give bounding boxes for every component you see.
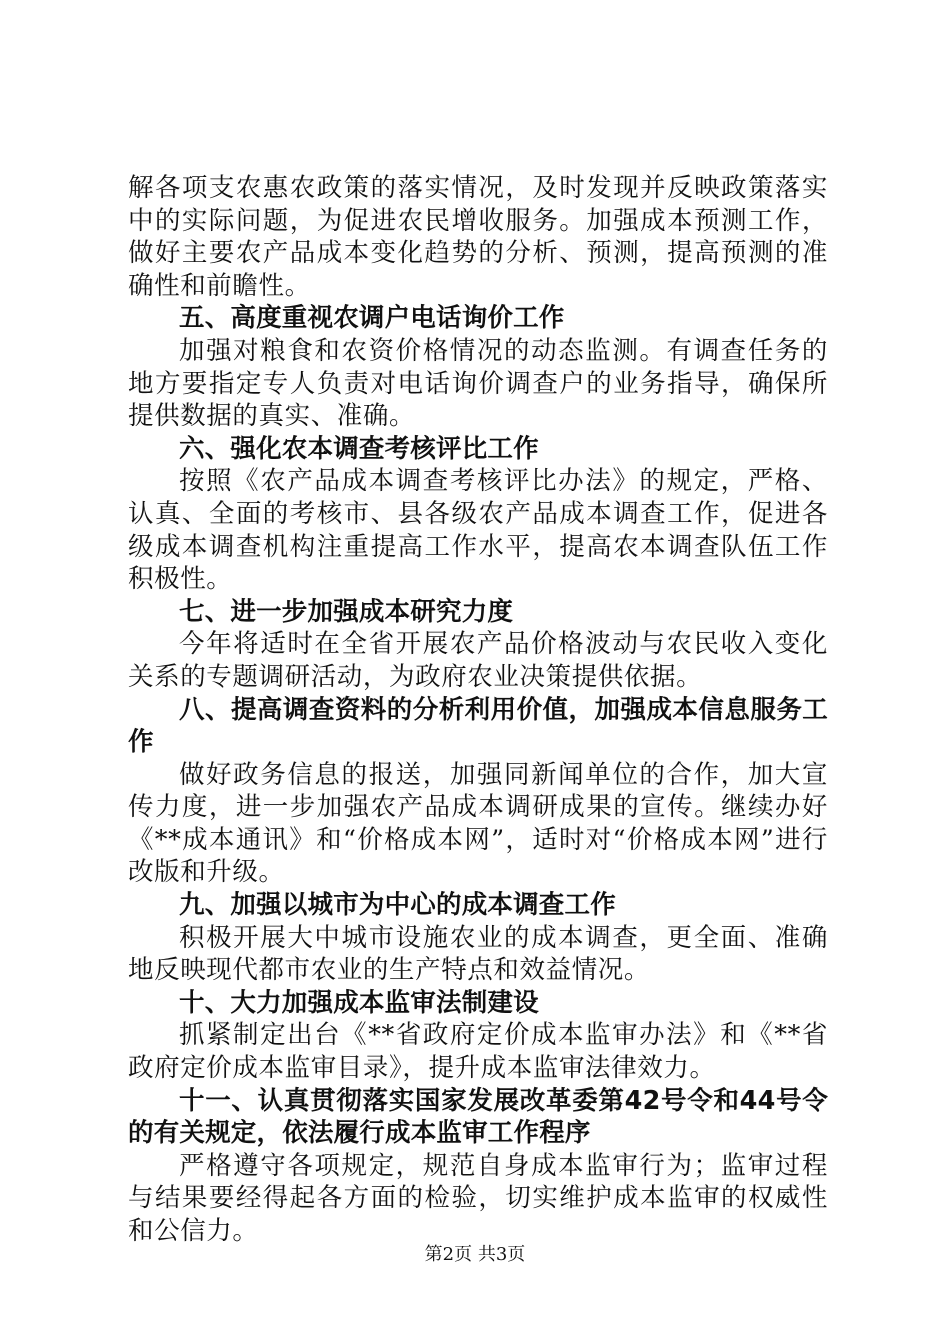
paragraph: 解各项支农惠农政策的落实情况，及时发现并反映政策落实中的实际问题，为促进农民增收服务。加强成本预测工作，做好主要农产品成本变化趋势的分析、预测，提高预测的准确性和前瞻性。 bbox=[128, 173, 828, 301]
paragraph: 做好政务信息的报送，加强同新闻单位的合作，加大宣传力度，进一步加强农产品成本调研成果的宣传。继续办好《**成本通讯》和“价格成本网”，适时对“价格成本网”进行改版和升级。 bbox=[128, 759, 828, 888]
section-heading: 九、加强以城市为中心的成本调查工作 bbox=[179, 890, 616, 921]
section-heading: 七、进一步加强成本研究力度 bbox=[179, 596, 514, 627]
paragraph: 抓紧制定出台《**省政府定价成本监审办法》和《**省政府定价成本监审目录》，提升成本监审法律效力。 bbox=[128, 1020, 828, 1084]
section-heading: 十、大力加强成本监审法制建设 bbox=[179, 987, 539, 1018]
page-footer: 第2页 共3页 bbox=[424, 1244, 526, 1265]
paragraph: 严格遵守各项规定，规范自身成本监审行为；监审过程与结果要经得起各方面的检验，切实维护成本监审的权威性和公信力。 bbox=[128, 1150, 828, 1246]
paragraph: 加强对粮食和农资价格情况的动态监测。有调查任务的地方要指定专人负责对电话询价调查户的业务指导，确保所提供数据的真实、准确。 bbox=[128, 335, 828, 432]
document-page bbox=[128, 172, 828, 1248]
section-heading: 六、强化农本调查考核评比工作 bbox=[179, 433, 539, 464]
section-heading: 八、提高调查资料的分析利用价值，加强成本信息服务工作 bbox=[128, 694, 828, 758]
section-heading: 五、高度重视农调户电话询价工作 bbox=[179, 303, 565, 334]
paragraph: 今年将适时在全省开展农产品价格波动与农民收入变化关系的专题调研活动，为政府农业决策提供依据。 bbox=[128, 629, 828, 692]
paragraph: 按照《农产品成本调查考核评比办法》的规定，严格、认真、全面的考核市、县各级农产品成本调查工作，促进各级成本调查机构注重提高工作水平，提高农本调查队伍工作积极性。 bbox=[128, 466, 828, 595]
paragraph: 积极开展大中城市设施农业的成本调查，更全面、准确地反映现代都市农业的生产特点和效益情况。 bbox=[128, 922, 828, 986]
section-heading: 十一、认真贯彻落实国家发展改革委第42号令和44号令的有关规定，依法履行成本监审工作程序 bbox=[128, 1085, 828, 1149]
